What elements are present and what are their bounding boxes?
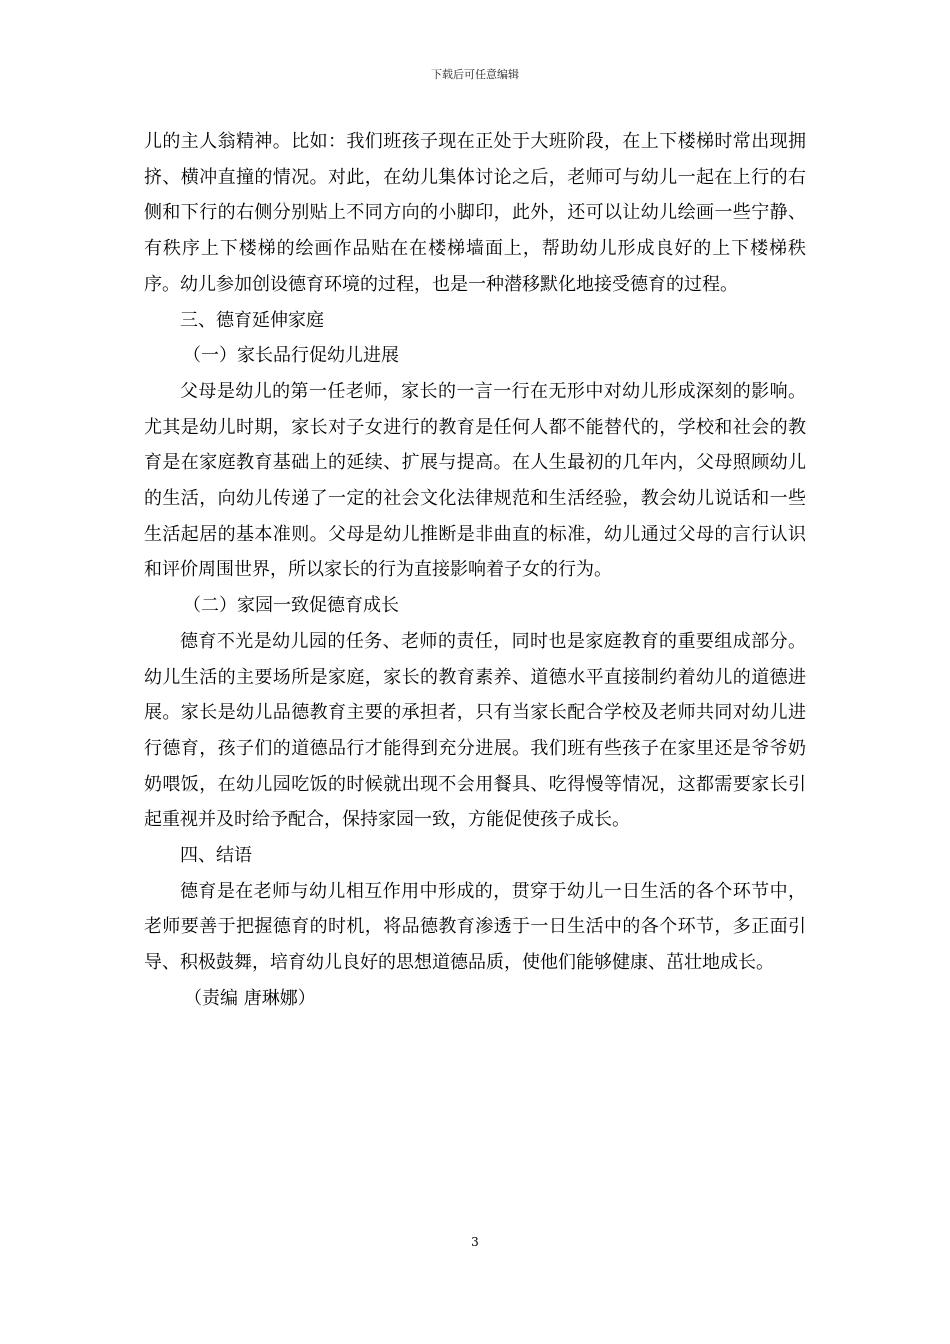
- page-number: 3: [471, 1235, 479, 1249]
- subheading-home-school-consistency: （二）家园一致促德育成长: [183, 595, 399, 617]
- paragraph-continued: 儿的主人翁精神。比如：我们班孩子现在正处于大班阶段，在上下楼梯时常出现拥挤、横冲直撞的情况。对此，在幼儿集体讨论之后，老师可与幼儿一起在上行的右侧和下行的右侧分别贴上不同方向的小脚印，此外，还可以让幼儿绘画一些宁静、有秩序上下楼梯的绘画作品贴在在楼梯墙面上，帮助幼儿形成良好的上下楼梯秩序。幼儿参加创设德育环境的过程，也是一种潜移默化地接受德育的过程。: [144, 131, 806, 295]
- subheading-parent-conduct: （一）家长品行促幼儿进展: [183, 345, 399, 367]
- paragraph-parents-first-teacher: 父母是幼儿的第一任老师，家长的一言一行在无形中对幼儿形成深刻的影响。尤其是幼儿时期，家长对子女进行的教育是任何人都不能替代的，学校和社会的教育是在家庭教育基础上的延续、扩展与提高。在人生最初的几年内，父母照顾幼儿的生活，向幼儿传递了一定的社会文化法律规范和生活经验，教会幼儿说话和一些生活起居的基本准则。父母是幼儿推断是非曲直的标准，幼儿通过父母的言行认识和评价周围世界，所以家长的行为直接影响着子女的行为。: [144, 380, 806, 581]
- page-header-note: 下载后可任意编辑: [431, 68, 519, 81]
- paragraph-moral-education-responsibility: 德育不光是幼儿园的任务、老师的责任，同时也是家庭教育的重要组成部分。幼儿生活的主要场所是家庭，家长的教育素养、道德水平直接制约着幼儿的道德进展。家长是幼儿品德教育主要的承担者，只有当家长配合学校及老师共同对幼儿进行德育，孩子们的道德品行才能得到充分进展。我们班有些孩子在家里还是爷爷奶奶喂饭，在幼儿园吃饭的时候就出现不会用餐具、吃得慢等情况，这都需要家长引起重视并及时给予配合，保持家园一致，方能促使孩子成长。: [144, 630, 806, 831]
- editor-credit: （责编 唐琳娜）: [184, 987, 316, 1009]
- document-body: [144, 124, 806, 1017]
- section-heading-conclusion: 四、结语: [180, 845, 252, 867]
- section-heading-extend-family: 三、德育延伸家庭: [180, 309, 324, 331]
- paragraph-conclusion: 德育是在老师与幼儿相互作用中形成的，贯穿于幼儿一日生活的各个环节中，老师要善于把握德育的时机，将品德教育渗透于一日生活中的各个环节，多正面引导、积极鼓舞，培育幼儿良好的思想道德品质，使他们能够健康、茁壮地成长。: [144, 880, 806, 974]
